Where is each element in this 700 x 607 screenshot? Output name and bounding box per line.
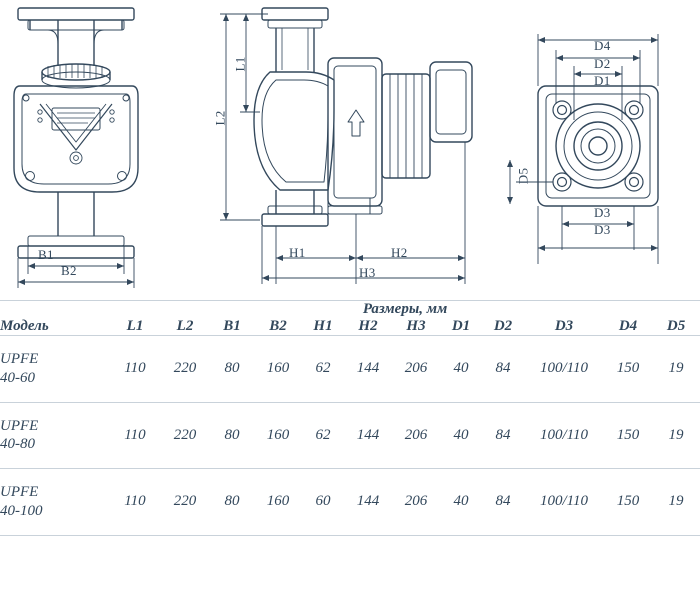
cell-H2: 144 xyxy=(344,336,392,403)
header-model: Модель xyxy=(0,318,49,334)
cell-H2: 144 xyxy=(344,402,392,469)
dim-label-D3-inner: D3 xyxy=(594,205,611,220)
table-title-row xyxy=(0,301,700,318)
cell-B2: 160 xyxy=(254,469,302,535)
row-model xyxy=(0,402,110,469)
cell-D2: 84 xyxy=(482,402,524,469)
model-line-1: UPFE xyxy=(0,484,39,500)
cell-L1: 110 xyxy=(110,469,160,535)
dim-label-B2: B2 xyxy=(61,263,77,278)
model-line-1: UPFE xyxy=(0,351,39,367)
dim-label-H3: H3 xyxy=(359,265,376,280)
side-view-drawing xyxy=(210,0,480,300)
cell-D2: 84 xyxy=(482,336,524,403)
cell-L1: 110 xyxy=(110,336,160,403)
cell-H3: 206 xyxy=(392,469,440,535)
dim-label-B1: B1 xyxy=(38,247,54,262)
dim-label-D5: D5 xyxy=(515,167,531,185)
cell-D5: 19 xyxy=(652,469,700,535)
cell-B1: 80 xyxy=(210,469,254,535)
cell-D3: 100/110 xyxy=(524,469,604,535)
dim-label-D3-outer: D3 xyxy=(594,222,611,237)
cell-D5: 19 xyxy=(652,402,700,469)
cell-B2: 160 xyxy=(254,402,302,469)
dim-label-H2: H2 xyxy=(391,245,408,260)
cell-D2: 84 xyxy=(482,469,524,535)
header-D2: D2 xyxy=(493,318,513,334)
table-row xyxy=(0,402,700,469)
header-D1: D1 xyxy=(451,318,471,334)
row-model xyxy=(0,336,110,403)
cell-H1: 60 xyxy=(302,469,344,535)
cell-D1: 40 xyxy=(440,402,482,469)
cell-B2: 160 xyxy=(254,336,302,403)
cell-D3: 100/110 xyxy=(524,336,604,403)
header-D4: D4 xyxy=(618,318,638,334)
cell-H3: 206 xyxy=(392,402,440,469)
cell-D4: 150 xyxy=(604,469,652,535)
model-line-1: UPFE xyxy=(0,417,39,434)
cell-H2: 144 xyxy=(344,469,392,535)
table-row xyxy=(0,336,700,403)
cell-B1: 80 xyxy=(210,402,254,469)
cell-H1: 62 xyxy=(302,402,344,469)
header-H3: H3 xyxy=(406,318,426,334)
dim-label-H1: H1 xyxy=(289,245,306,260)
row-model xyxy=(0,469,110,535)
dim-label-D1: D1 xyxy=(594,73,611,88)
cell-L1: 110 xyxy=(110,402,160,469)
cell-D3: 100/110 xyxy=(524,402,604,469)
cell-D5: 19 xyxy=(652,336,700,403)
table-row xyxy=(0,469,700,535)
header-H1: H1 xyxy=(313,318,333,334)
cell-D4: 150 xyxy=(604,402,652,469)
header-B1: B1 xyxy=(223,318,241,334)
table-title: Размеры, мм xyxy=(362,301,448,317)
header-L1: L1 xyxy=(126,318,144,334)
cell-B1: 80 xyxy=(210,336,254,403)
header-D3: D3 xyxy=(554,318,574,334)
table-bottom-divider xyxy=(0,535,700,536)
table-header-row xyxy=(0,318,700,336)
header-L2: L2 xyxy=(176,318,194,334)
header-B2: B2 xyxy=(269,318,287,334)
cell-D4: 150 xyxy=(604,336,652,403)
cell-H3: 206 xyxy=(392,336,440,403)
flange-view-drawing xyxy=(480,0,700,300)
technical-drawings xyxy=(0,0,700,300)
cell-L2: 220 xyxy=(160,469,210,535)
cell-H1: 62 xyxy=(302,336,344,403)
front-view-drawing xyxy=(0,0,210,300)
dimensions-table xyxy=(0,301,700,535)
dim-label-D2: D2 xyxy=(594,56,611,71)
dim-label-D4: D4 xyxy=(594,38,611,53)
header-H2: H2 xyxy=(358,318,378,334)
model-line-2: 40-60 xyxy=(0,369,35,386)
header-D5: D5 xyxy=(666,318,686,334)
dim-label-L1: L1 xyxy=(232,56,248,72)
cell-L2: 220 xyxy=(160,402,210,469)
cell-D1: 40 xyxy=(440,469,482,535)
model-line-2: 40-80 xyxy=(0,436,35,453)
dimensions-table-wrap xyxy=(0,300,700,536)
cell-L2: 220 xyxy=(160,336,210,403)
model-line-2: 40-100 xyxy=(0,502,43,519)
cell-D1: 40 xyxy=(440,336,482,403)
dim-label-L2: L2 xyxy=(212,110,228,126)
